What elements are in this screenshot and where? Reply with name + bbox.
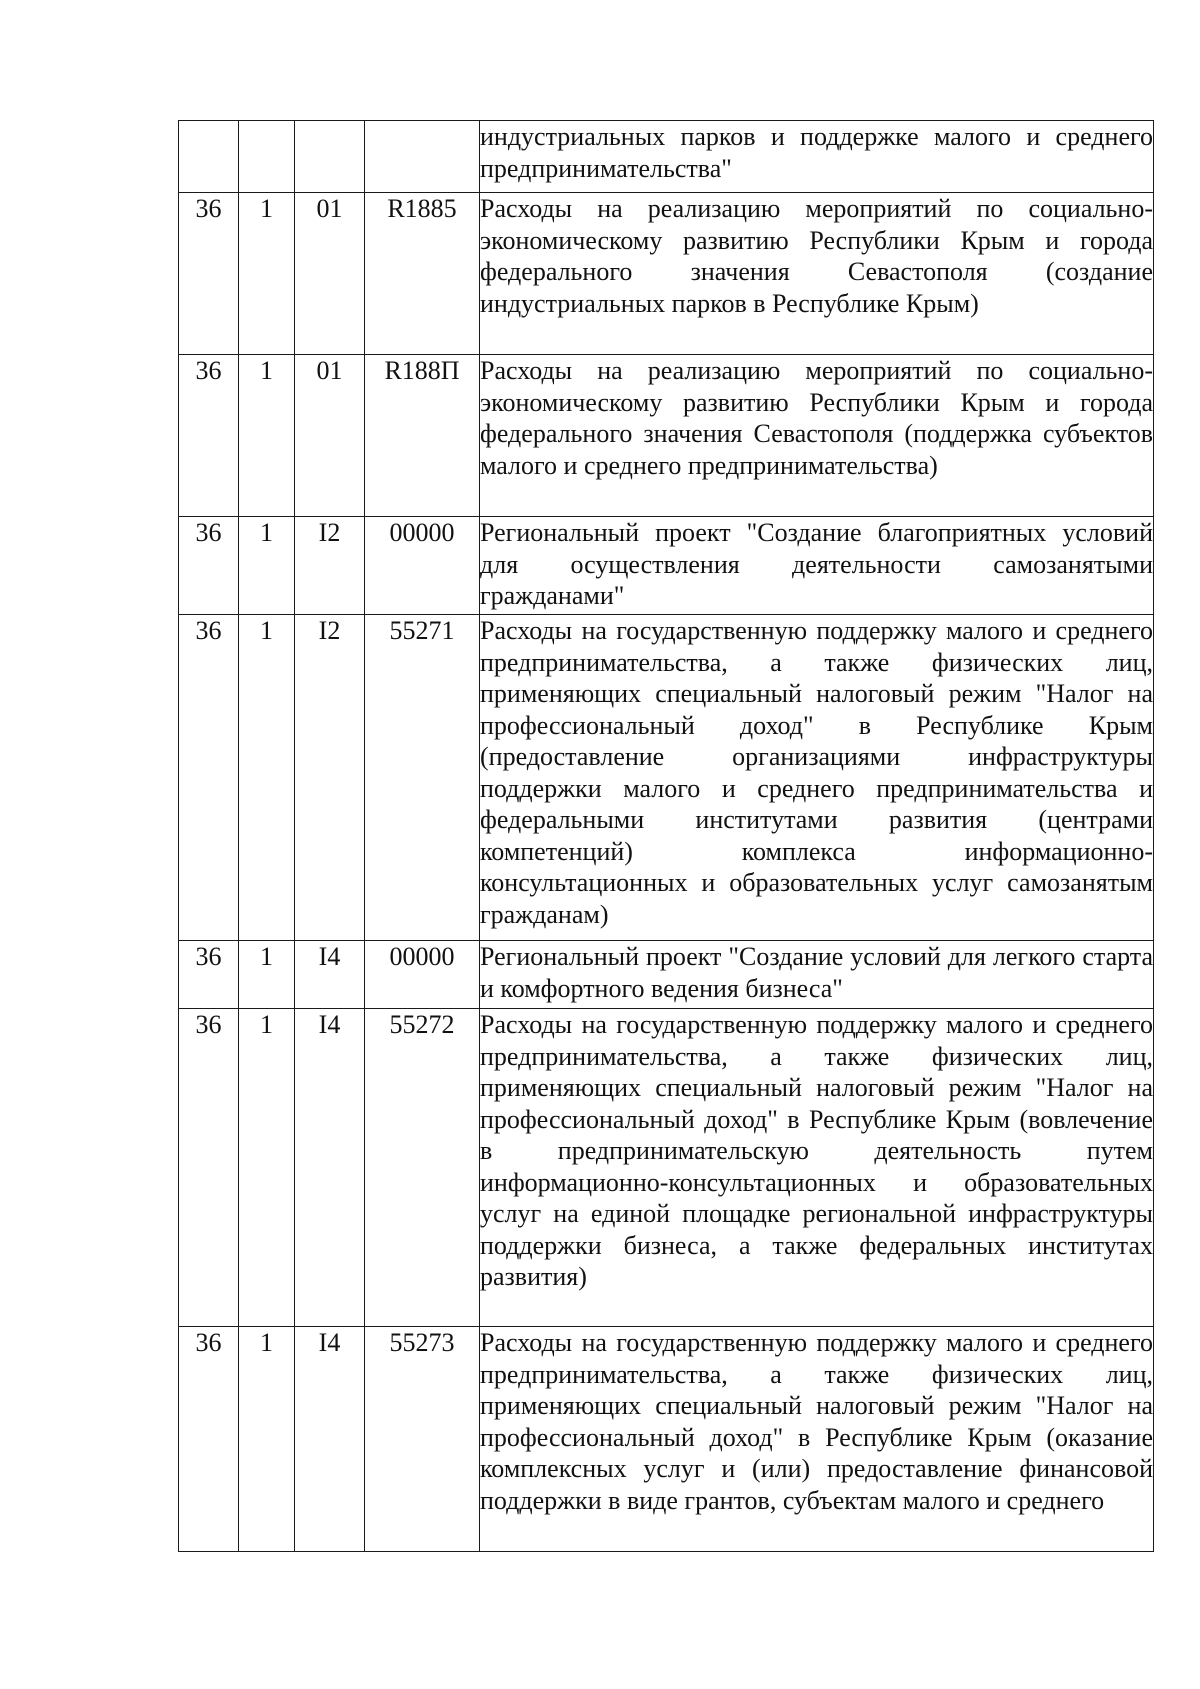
code-cell: 1	[239, 355, 295, 517]
description-cell: Расходы на реализацию мероприятий по социально-экономическому развитию Республики Крым и города федерального значения Севастополя (создание индустриальных парков в Республике Крым)	[480, 193, 1154, 355]
table-row	[179, 355, 1154, 517]
description-cell: Расходы на реализацию мероприятий по социально-экономическому развитию Республики Крым и города федерального значения Севастополя (поддержка субъектов малого и среднего предпринимательства)	[480, 355, 1154, 517]
code-cell: 36	[179, 517, 239, 615]
code-cell	[295, 121, 365, 193]
table-row	[179, 615, 1154, 941]
description-cell: Расходы на государственную поддержку малого и среднего предпринимательства, а также физических лиц, применяющих специальный налоговый режим "Налог на профессиональный доход" в Республике Крым (оказание комплексных услуг и (или) предоставление финансовой поддержки в виде грантов, субъектам малого и среднего	[480, 1327, 1154, 1552]
code-cell: 1	[239, 517, 295, 615]
code-cell: I4	[295, 1009, 365, 1327]
description-cell: Региональный проект "Создание благоприятных условий для осуществления деятельности самозанятыми гражданами"	[480, 517, 1154, 615]
code-cell: 55271	[365, 615, 480, 941]
code-cell: 00000	[365, 517, 480, 615]
code-cell	[179, 121, 239, 193]
table-row	[179, 941, 1154, 1009]
code-cell: 55273	[365, 1327, 480, 1552]
code-cell: 01	[295, 193, 365, 355]
code-cell: I4	[295, 1327, 365, 1552]
code-cell: 36	[179, 615, 239, 941]
table-row	[179, 517, 1154, 615]
code-cell: 1	[239, 941, 295, 1009]
code-cell: 36	[179, 1009, 239, 1327]
code-cell: 01	[295, 355, 365, 517]
code-cell: 36	[179, 1327, 239, 1552]
budget-classification-table	[178, 120, 1154, 1552]
code-cell: 36	[179, 193, 239, 355]
description-cell: Расходы на государственную поддержку малого и среднего предпринимательства, а также физических лиц, применяющих специальный налоговый режим "Налог на профессиональный доход" в Республике Крым (предоставление организациями инфраструктуры поддержки малого и среднего предпринимательства и федеральными институтами развития (центрами компетенций) комплекса информационно-консультационных и образовательных услуг самозанятым гражданам)	[480, 615, 1154, 941]
code-cell: 55272	[365, 1009, 480, 1327]
code-cell: I4	[295, 941, 365, 1009]
description-cell: Региональный проект "Создание условий для легкого старта и комфортного ведения бизнеса"	[480, 941, 1154, 1009]
code-cell	[239, 121, 295, 193]
code-cell: 1	[239, 615, 295, 941]
table-row	[179, 1327, 1154, 1552]
code-cell: I2	[295, 517, 365, 615]
code-cell: 1	[239, 1327, 295, 1552]
description-cell: индустриальных парков и поддержке малого и среднего предпринимательства"	[480, 121, 1154, 193]
code-cell: 00000	[365, 941, 480, 1009]
code-cell: 36	[179, 355, 239, 517]
code-cell: 1	[239, 193, 295, 355]
code-cell: R188П	[365, 355, 480, 517]
code-cell: I2	[295, 615, 365, 941]
code-cell: 36	[179, 941, 239, 1009]
code-cell: 1	[239, 1009, 295, 1327]
description-cell: Расходы на государственную поддержку малого и среднего предпринимательства, а также физических лиц, применяющих специальный налоговый режим "Налог на профессиональный доход" в Республике Крым (вовлечение в предпринимательскую деятельность путем информационно-консультационных и образовательных услуг на единой площадке региональной инфраструктуры поддержки бизнеса, а также федеральных институтах развития)	[480, 1009, 1154, 1327]
code-cell: R1885	[365, 193, 480, 355]
table-row	[179, 121, 1154, 193]
code-cell	[365, 121, 480, 193]
table-row	[179, 193, 1154, 355]
table-row	[179, 1009, 1154, 1327]
